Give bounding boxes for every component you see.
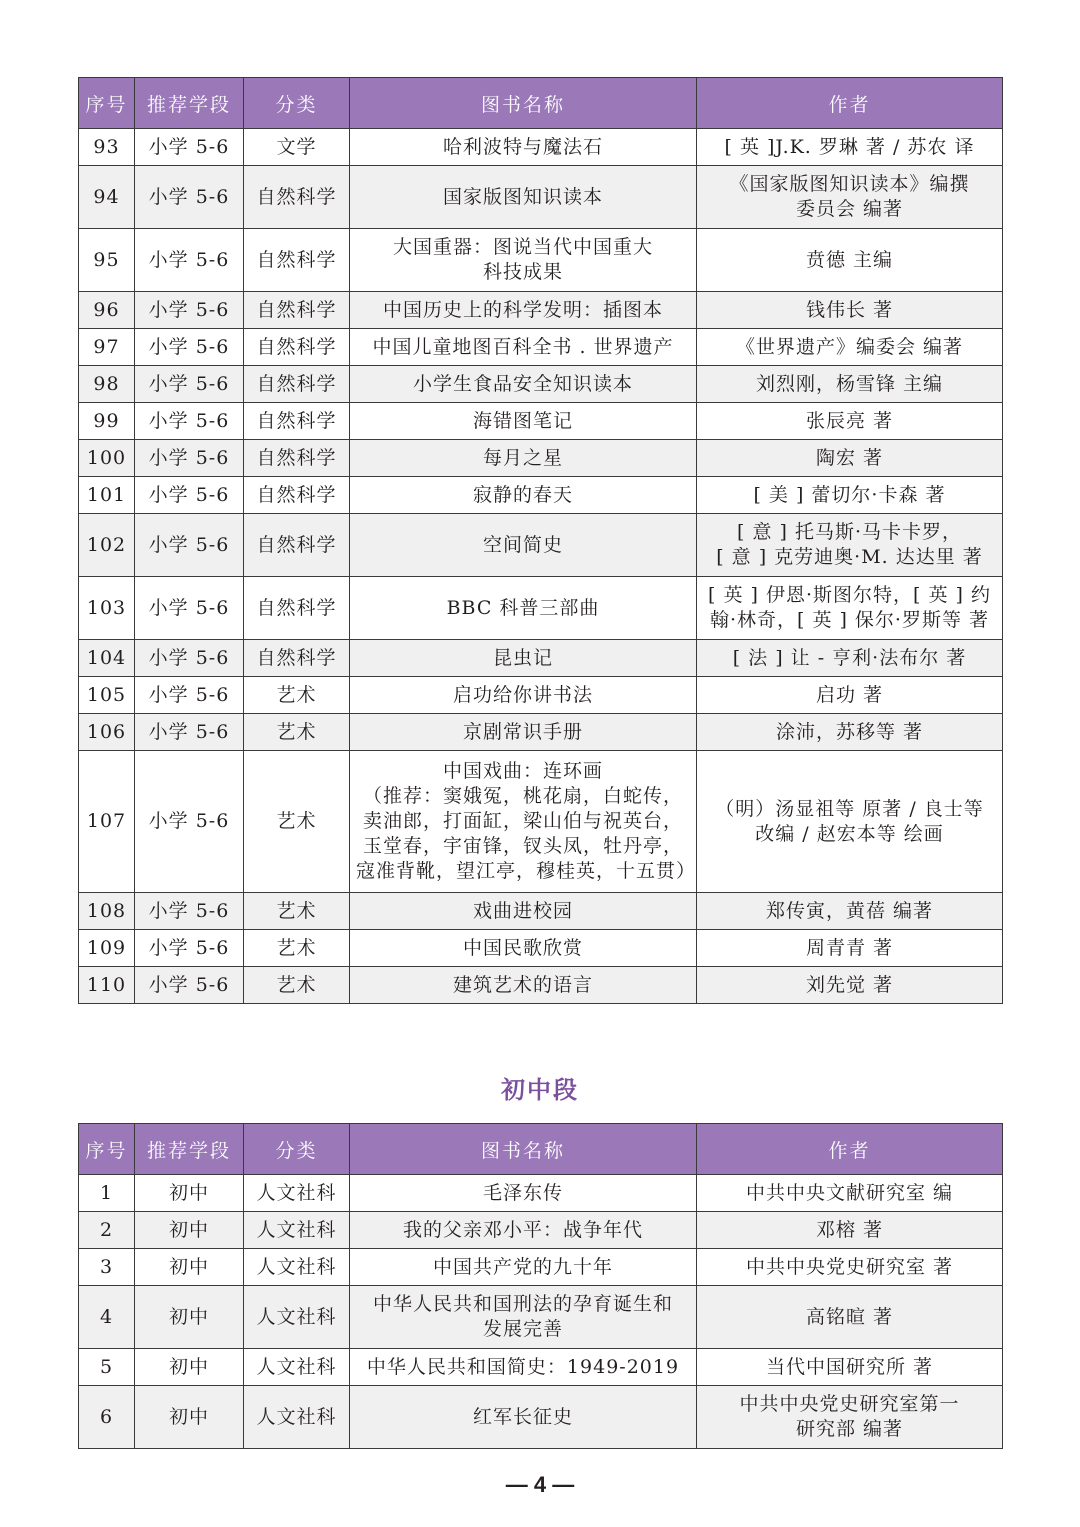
cell-author: 中共中央文献研究室 编 (697, 1175, 1003, 1212)
cell-title: 中国民歌欣赏 (350, 930, 697, 967)
cell-category: 人文社科 (244, 1286, 350, 1349)
cell-category: 自然科学 (244, 166, 350, 229)
cell-title: 昆虫记 (350, 640, 697, 677)
cell-no: 110 (79, 967, 135, 1004)
cell-no: 4 (79, 1286, 135, 1349)
cell-stage: 小学 5-6 (135, 440, 244, 477)
table-row (79, 329, 1003, 366)
cell-author: [ 意 ] 托马斯·马卡卡罗， [ 意 ] 克劳迪奥·M. 达达里 著 (697, 514, 1003, 577)
cell-category: 文学 (244, 129, 350, 166)
cell-category: 自然科学 (244, 229, 350, 292)
cell-no: 98 (79, 366, 135, 403)
table-row (79, 577, 1003, 640)
cell-no: 3 (79, 1249, 135, 1286)
cell-author: 中共中央党史研究室第一 研究部 编著 (697, 1386, 1003, 1449)
cell-stage: 小学 5-6 (135, 166, 244, 229)
cell-title: 寂静的春天 (350, 477, 697, 514)
cell-no: 100 (79, 440, 135, 477)
header-category: 分类 (244, 78, 350, 129)
header-stage: 推荐学段 (135, 1124, 244, 1175)
cell-author: [ 美 ] 蕾切尔·卡森 著 (697, 477, 1003, 514)
cell-no: 97 (79, 329, 135, 366)
cell-category: 自然科学 (244, 292, 350, 329)
cell-stage: 小学 5-6 (135, 677, 244, 714)
cell-stage: 初中 (135, 1249, 244, 1286)
cell-author: 当代中国研究所 著 (697, 1349, 1003, 1386)
table-header-row (79, 1124, 1003, 1175)
cell-author: 张辰亮 著 (697, 403, 1003, 440)
section-title: 初中段 (501, 1075, 579, 1104)
cell-category: 自然科学 (244, 640, 350, 677)
table-row (79, 1349, 1003, 1386)
cell-stage: 初中 (135, 1349, 244, 1386)
cell-category: 人文社科 (244, 1249, 350, 1286)
table-row (79, 714, 1003, 751)
cell-title: 中国共产党的九十年 (350, 1249, 697, 1286)
cell-title: 红军长征史 (350, 1386, 697, 1449)
table-row (79, 477, 1003, 514)
cell-stage: 小学 5-6 (135, 229, 244, 292)
cell-author: [ 英 ] 伊恩·斯图尔特，[ 英 ] 约 翰·林奇，[ 英 ] 保尔·罗斯等 著 (697, 577, 1003, 640)
cell-stage: 初中 (135, 1175, 244, 1212)
cell-stage: 小学 5-6 (135, 967, 244, 1004)
cell-title: 海错图笔记 (350, 403, 697, 440)
table-header-row (79, 78, 1003, 129)
cell-author: （明）汤显祖等 原著 / 良士等 改编 / 赵宏本等 绘画 (697, 751, 1003, 893)
header-author: 作者 (697, 1124, 1003, 1175)
cell-no: 5 (79, 1349, 135, 1386)
cell-stage: 小学 5-6 (135, 292, 244, 329)
table-row (79, 930, 1003, 967)
cell-author: 周青青 著 (697, 930, 1003, 967)
cell-no: 103 (79, 577, 135, 640)
cell-author: 中共中央党史研究室 著 (697, 1249, 1003, 1286)
cell-title: 戏曲进校园 (350, 893, 697, 930)
book-table-middle-school (78, 1123, 1003, 1449)
cell-title: 毛泽东传 (350, 1175, 697, 1212)
cell-title: 哈利波特与魔法石 (350, 129, 697, 166)
cell-no: 6 (79, 1386, 135, 1449)
header-author: 作者 (697, 78, 1003, 129)
cell-author: 刘烈刚，杨雪锋 主编 (697, 366, 1003, 403)
cell-stage: 初中 (135, 1286, 244, 1349)
cell-author: 郑传寅，黄蓓 编著 (697, 893, 1003, 930)
table-row (79, 166, 1003, 229)
cell-category: 艺术 (244, 714, 350, 751)
table-row (79, 366, 1003, 403)
cell-no: 105 (79, 677, 135, 714)
cell-category: 人文社科 (244, 1175, 350, 1212)
cell-category: 自然科学 (244, 329, 350, 366)
table-row (79, 129, 1003, 166)
cell-category: 自然科学 (244, 477, 350, 514)
cell-title: 建筑艺术的语言 (350, 967, 697, 1004)
cell-title: 中国戏曲：连环画 （推荐：窦娥冤，桃花扇，白蛇传， 卖油郎，打面缸，梁山伯与祝英台， 玉堂春，宇宙锋，钗头凤，牡丹亭， 寇准背靴，望江亭，穆桂英，十五贯） (350, 751, 697, 893)
cell-title: 国家版图知识读本 (350, 166, 697, 229)
cell-no: 1 (79, 1175, 135, 1212)
table-row (79, 1286, 1003, 1349)
cell-category: 艺术 (244, 751, 350, 893)
table-row (79, 1386, 1003, 1449)
table-row (79, 440, 1003, 477)
cell-category: 自然科学 (244, 514, 350, 577)
cell-title: 大国重器：图说当代中国重大 科技成果 (350, 229, 697, 292)
cell-title: 每月之星 (350, 440, 697, 477)
cell-stage: 小学 5-6 (135, 366, 244, 403)
cell-stage: 小学 5-6 (135, 403, 244, 440)
cell-stage: 小学 5-6 (135, 577, 244, 640)
cell-category: 艺术 (244, 677, 350, 714)
cell-author: [ 英 ]J.K. 罗琳 著 / 苏农 译 (697, 129, 1003, 166)
cell-stage: 小学 5-6 (135, 930, 244, 967)
cell-no: 94 (79, 166, 135, 229)
cell-category: 人文社科 (244, 1212, 350, 1249)
table-row (79, 967, 1003, 1004)
cell-no: 106 (79, 714, 135, 751)
cell-author: [ 法 ] 让 - 亨利·法布尔 著 (697, 640, 1003, 677)
cell-stage: 小学 5-6 (135, 714, 244, 751)
cell-no: 99 (79, 403, 135, 440)
cell-stage: 小学 5-6 (135, 893, 244, 930)
table-row (79, 677, 1003, 714)
cell-category: 自然科学 (244, 577, 350, 640)
cell-no: 107 (79, 751, 135, 893)
cell-title: 空间简史 (350, 514, 697, 577)
cell-stage: 小学 5-6 (135, 751, 244, 893)
table-row (79, 514, 1003, 577)
table-row (79, 893, 1003, 930)
cell-author: 《世界遗产》编委会 编著 (697, 329, 1003, 366)
header-stage: 推荐学段 (135, 78, 244, 129)
cell-title: 小学生食品安全知识读本 (350, 366, 697, 403)
table-row (79, 403, 1003, 440)
book-table-primary (78, 77, 1003, 1004)
cell-no: 95 (79, 229, 135, 292)
table-row (79, 640, 1003, 677)
table-row (79, 1212, 1003, 1249)
cell-category: 艺术 (244, 967, 350, 1004)
cell-title: 京剧常识手册 (350, 714, 697, 751)
cell-author: 刘先觉 著 (697, 967, 1003, 1004)
header-no: 序号 (79, 78, 135, 129)
cell-no: 101 (79, 477, 135, 514)
header-category: 分类 (244, 1124, 350, 1175)
cell-no: 96 (79, 292, 135, 329)
cell-stage: 小学 5-6 (135, 640, 244, 677)
cell-no: 102 (79, 514, 135, 577)
cell-category: 自然科学 (244, 440, 350, 477)
cell-title: 中华人民共和国简史：1949-2019 (350, 1349, 697, 1386)
cell-category: 艺术 (244, 893, 350, 930)
cell-no: 93 (79, 129, 135, 166)
cell-no: 108 (79, 893, 135, 930)
cell-stage: 小学 5-6 (135, 477, 244, 514)
cell-stage: 小学 5-6 (135, 329, 244, 366)
table-row (79, 292, 1003, 329)
cell-no: 104 (79, 640, 135, 677)
cell-no: 109 (79, 930, 135, 967)
table-row (79, 1249, 1003, 1286)
page-number: — 4 — (505, 1472, 575, 1497)
cell-author: 邓榕 著 (697, 1212, 1003, 1249)
cell-author: 高铭暄 著 (697, 1286, 1003, 1349)
table-row (79, 751, 1003, 893)
cell-category: 自然科学 (244, 366, 350, 403)
cell-title: 我的父亲邓小平：战争年代 (350, 1212, 697, 1249)
cell-category: 人文社科 (244, 1349, 350, 1386)
cell-author: 《国家版图知识读本》编撰 委员会 编著 (697, 166, 1003, 229)
cell-stage: 初中 (135, 1212, 244, 1249)
cell-category: 自然科学 (244, 403, 350, 440)
cell-stage: 小学 5-6 (135, 129, 244, 166)
cell-author: 启功 著 (697, 677, 1003, 714)
header-title: 图书名称 (350, 78, 697, 129)
cell-category: 艺术 (244, 930, 350, 967)
table-row (79, 229, 1003, 292)
cell-author: 贲德 主编 (697, 229, 1003, 292)
header-no: 序号 (79, 1124, 135, 1175)
cell-stage: 初中 (135, 1386, 244, 1449)
table-row (79, 1175, 1003, 1212)
header-title: 图书名称 (350, 1124, 697, 1175)
cell-title: 中国儿童地图百科全书 . 世界遗产 (350, 329, 697, 366)
cell-author: 陶宏 著 (697, 440, 1003, 477)
cell-author: 涂沛，苏移等 著 (697, 714, 1003, 751)
cell-stage: 小学 5-6 (135, 514, 244, 577)
cell-no: 2 (79, 1212, 135, 1249)
cell-title: BBC 科普三部曲 (350, 577, 697, 640)
cell-title: 启功给你讲书法 (350, 677, 697, 714)
cell-title: 中国历史上的科学发明：插图本 (350, 292, 697, 329)
cell-category: 人文社科 (244, 1386, 350, 1449)
cell-title: 中华人民共和国刑法的孕育诞生和 发展完善 (350, 1286, 697, 1349)
cell-author: 钱伟长 著 (697, 292, 1003, 329)
